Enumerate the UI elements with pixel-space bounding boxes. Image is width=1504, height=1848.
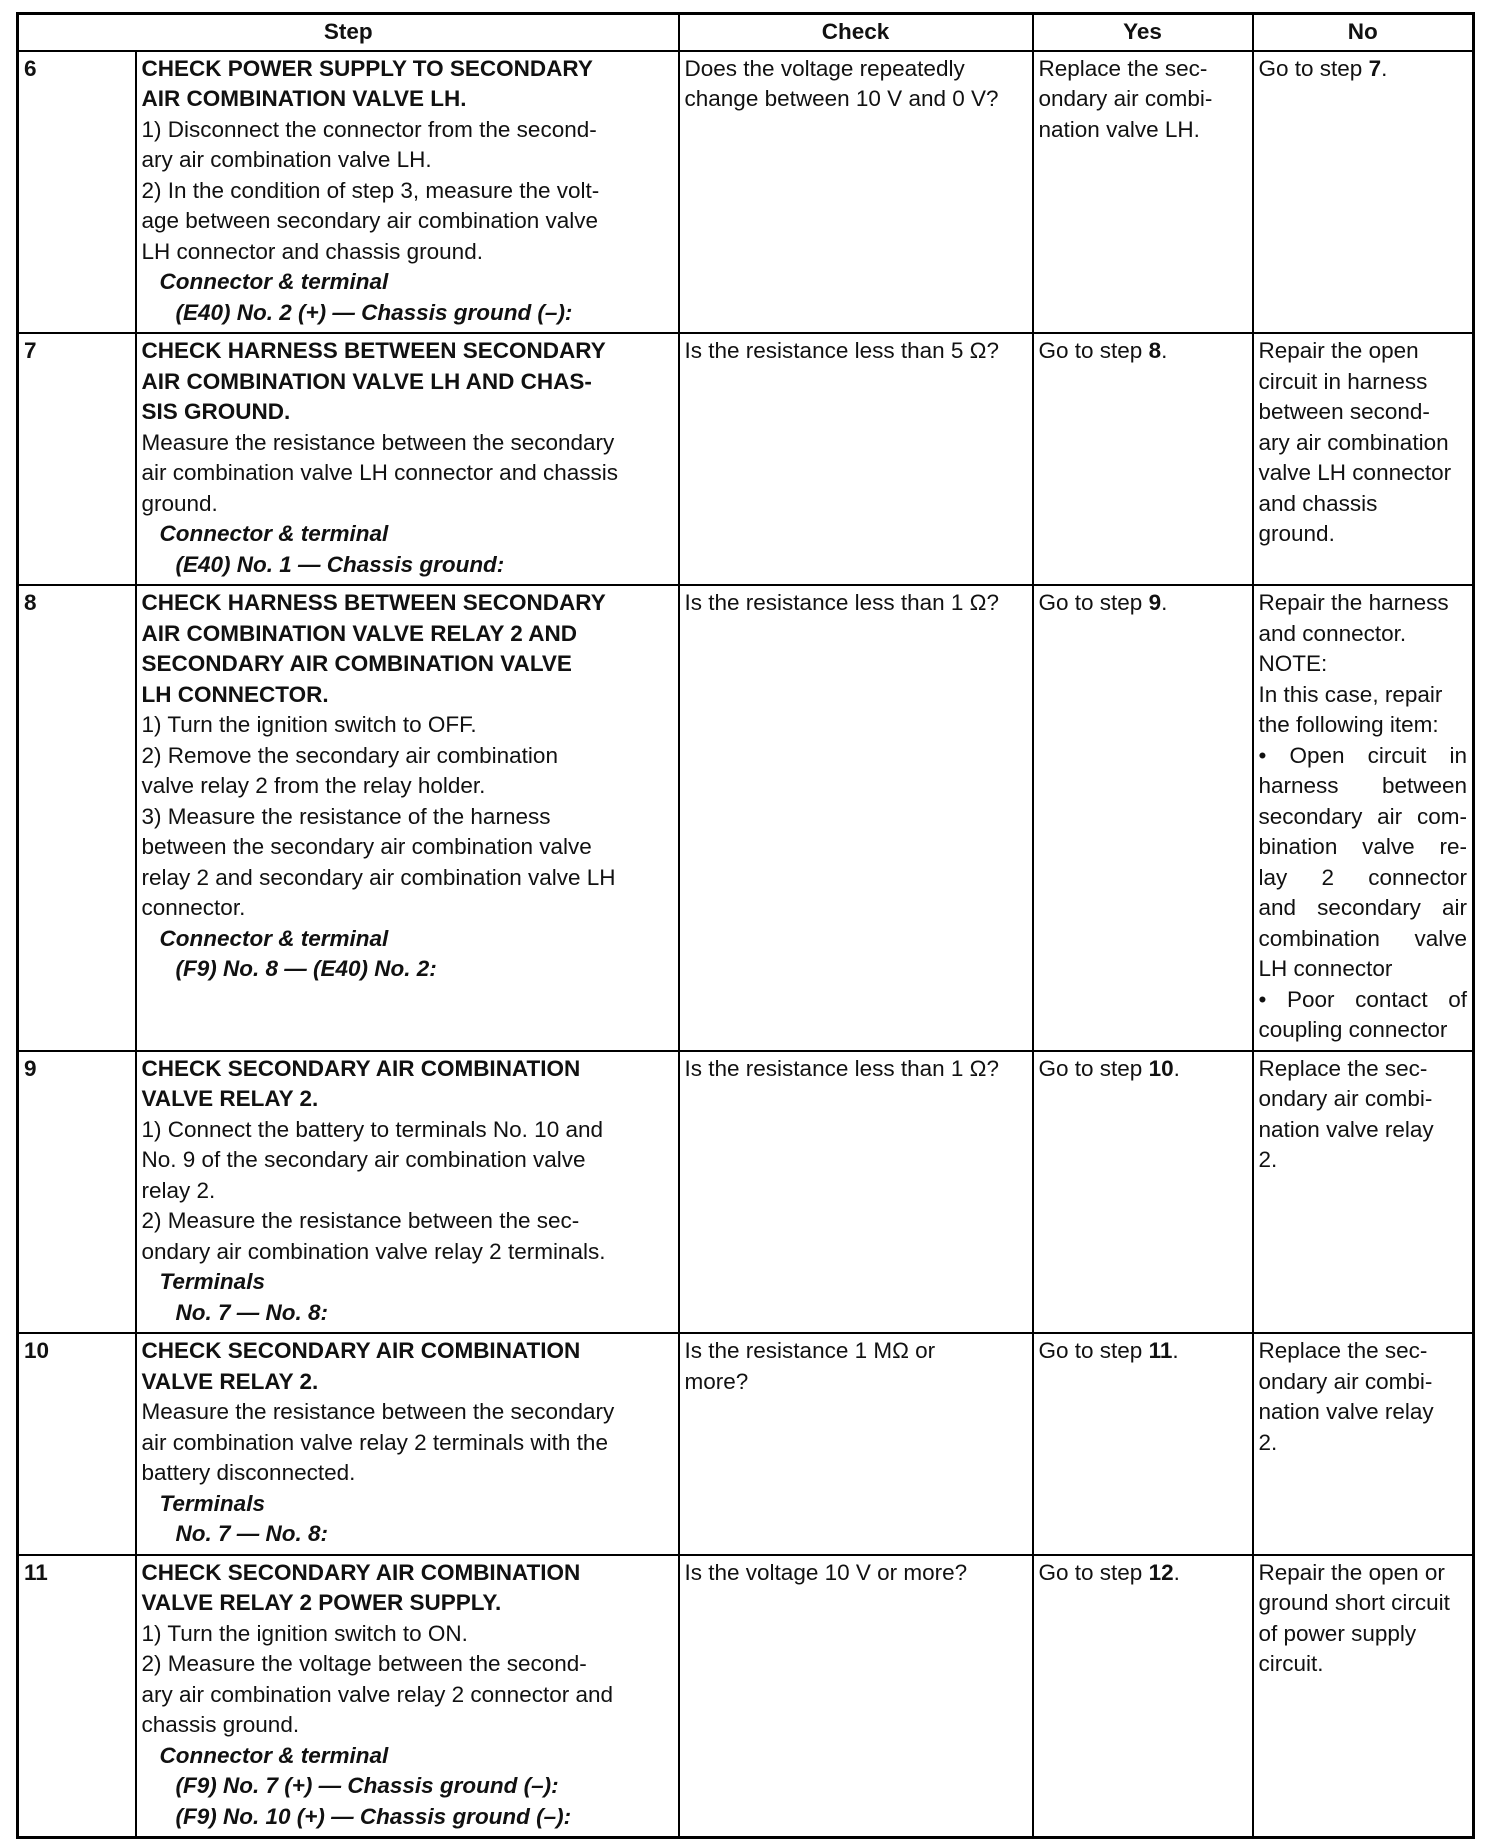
connector-item: No. 7 — No. 8:	[175, 1521, 329, 1546]
step-instruction-line: relay 2.	[141, 1177, 216, 1203]
step-title-line: VALVE RELAY 2.	[141, 1368, 319, 1394]
goto-step-number: 12	[1148, 1559, 1174, 1585]
goto-step-number: 7	[1368, 55, 1382, 81]
connector-label: Terminals	[159, 1269, 265, 1294]
step-instruction-line: Measure the resistance between the secondary	[141, 429, 615, 455]
goto-prefix: Go to step	[1038, 1055, 1149, 1081]
no-line: lay 2 connector	[1258, 864, 1468, 890]
connector-item: No. 7 — No. 8:	[175, 1299, 329, 1325]
no-line: nation valve relay	[1258, 1399, 1434, 1424]
step-instruction-line: chassis ground.	[141, 1712, 300, 1737]
goto-step-text	[1039, 336, 1247, 367]
step-instruction-line: 2) Measure the resistance between the sec-	[141, 1208, 580, 1233]
step-instruction-line: ground.	[141, 490, 218, 516]
check-line: Does the voltage repeatedly	[684, 55, 965, 81]
goto-suffix: .	[1173, 1559, 1180, 1585]
table-row	[18, 585, 1474, 1051]
yes-line: ondary air combi-	[1038, 86, 1213, 111]
yes-line: nation valve LH.	[1038, 116, 1200, 142]
connector-item: (E40) No. 2 (+) — Chassis ground (–):	[175, 299, 573, 325]
no-line: between second-	[1258, 399, 1430, 424]
step-number: 9	[18, 1051, 136, 1334]
step-instruction-line: ary air combination valve LH.	[141, 147, 432, 172]
no-line: and connector.	[1258, 620, 1407, 646]
no-line: In this case, repair	[1258, 681, 1443, 707]
no-line: ground short circuit	[1258, 1590, 1450, 1615]
no-line: valve LH connector	[1258, 460, 1452, 485]
goto-step-number: 9	[1148, 590, 1162, 615]
check-cell	[679, 1555, 1033, 1838]
diagnostic-table	[16, 12, 1475, 1839]
step-instruction-line: between the secondary air combination valve	[141, 834, 592, 859]
step-number: 10	[18, 1333, 136, 1555]
step-number: 6	[18, 51, 136, 334]
no-line: circuit in harness	[1258, 368, 1428, 394]
step-title-line: CHECK SECONDARY AIR COMBINATION	[141, 1055, 581, 1081]
step-title-line: VALVE RELAY 2.	[141, 1086, 319, 1111]
goto-prefix: Go to step	[1038, 338, 1149, 363]
goto-prefix: Go to step	[1258, 55, 1369, 81]
step-instruction-line: 1) Turn the ignition switch to OFF.	[141, 712, 477, 737]
goto-suffix: .	[1161, 338, 1168, 363]
table-header-row	[18, 14, 1474, 51]
connector-item: (F9) No. 8 — (E40) No. 2:	[175, 956, 437, 981]
no-line: harness between	[1258, 773, 1468, 798]
step-number: 7	[18, 333, 136, 585]
no-line: Replace the sec-	[1258, 1055, 1428, 1081]
step-description	[136, 585, 679, 1051]
no-line: • Poor contact of	[1258, 986, 1468, 1012]
connector-label: Connector & terminal	[159, 521, 389, 546]
step-title-line: CHECK HARNESS BETWEEN SECONDARY	[141, 338, 606, 363]
header-check: Check	[679, 14, 1033, 51]
step-instruction-line: 3) Measure the resistance of the harness	[141, 803, 551, 829]
check-line: Is the resistance less than 1 Ω?	[684, 1055, 999, 1081]
goto-suffix: .	[1161, 590, 1168, 615]
step-title-line: LH CONNECTOR.	[141, 681, 329, 707]
no-line: 2.	[1258, 1147, 1278, 1172]
connector-label: Terminals	[159, 1490, 265, 1516]
step-instruction-line: LH connector and chassis ground.	[141, 238, 483, 264]
no-line: coupling connector	[1258, 1017, 1448, 1042]
step-title-line: CHECK SECONDARY AIR COMBINATION	[141, 1559, 581, 1585]
check-cell	[679, 1333, 1033, 1555]
no-cell	[1253, 1333, 1474, 1555]
yes-cell	[1033, 1555, 1253, 1838]
step-instruction-line: ondary air combination valve relay 2 terminals.	[141, 1238, 606, 1264]
step-title-line: CHECK POWER SUPPLY TO SECONDARY	[141, 55, 593, 81]
no-line: nation valve relay	[1258, 1116, 1434, 1142]
check-cell	[679, 585, 1033, 1051]
no-line: • Open circuit in	[1258, 742, 1468, 768]
yes-line: Replace the sec-	[1038, 55, 1208, 81]
goto-suffix: .	[1172, 1338, 1179, 1363]
step-title-line: VALVE RELAY 2 POWER SUPPLY.	[141, 1590, 502, 1615]
goto-prefix: Go to step	[1038, 590, 1149, 615]
goto-step-number: 8	[1148, 338, 1162, 363]
goto-step-text	[1039, 1336, 1247, 1367]
goto-prefix: Go to step	[1038, 1338, 1149, 1363]
step-instruction-line: 2) In the condition of step 3, measure the volt-	[141, 177, 600, 203]
step-instruction-line: 1) Disconnect the connector from the second-	[141, 116, 597, 142]
no-cell	[1253, 51, 1474, 334]
step-instruction-line: 2) Remove the secondary air combination	[141, 742, 558, 768]
step-instruction-line: valve relay 2 from the relay holder.	[141, 773, 486, 798]
no-cell	[1253, 1051, 1474, 1334]
no-line: ary air combination	[1258, 429, 1449, 455]
goto-step-number: 10	[1148, 1055, 1174, 1081]
no-line: LH connector	[1258, 956, 1393, 981]
connector-item: (F9) No. 10 (+) — Chassis ground (–):	[175, 1803, 572, 1829]
step-description	[136, 1051, 679, 1334]
check-cell	[679, 1051, 1033, 1334]
step-instruction-line: air combination valve relay 2 terminals with the	[141, 1429, 608, 1455]
yes-cell	[1033, 1333, 1253, 1555]
header-yes: Yes	[1033, 14, 1253, 51]
step-title-line: AIR COMBINATION VALVE LH AND CHAS-	[141, 368, 592, 394]
check-cell	[679, 51, 1033, 334]
check-line: Is the resistance less than 5 Ω?	[684, 338, 999, 363]
step-instruction-line: battery disconnected.	[141, 1460, 356, 1485]
step-instruction-line: ary air combination valve relay 2 connector and	[141, 1681, 614, 1707]
step-instruction-line: 1) Connect the battery to terminals No. 10 and	[141, 1116, 604, 1142]
no-line: secondary air com-	[1258, 803, 1468, 829]
check-line: Is the resistance 1 MΩ or	[684, 1338, 936, 1363]
no-line: and secondary air	[1258, 895, 1468, 920]
no-cell	[1253, 333, 1474, 585]
step-instruction-line: 2) Measure the voltage between the second-	[141, 1651, 587, 1676]
table-body	[18, 51, 1474, 1838]
check-line: Is the resistance less than 1 Ω?	[684, 590, 999, 615]
step-instruction-line: relay 2 and secondary air combination valve LH	[141, 864, 616, 890]
table-row	[18, 1555, 1474, 1838]
step-title-line: AIR COMBINATION VALVE RELAY 2 AND	[141, 620, 577, 646]
table-row	[18, 333, 1474, 585]
goto-suffix: .	[1173, 1055, 1180, 1081]
step-title-line: CHECK HARNESS BETWEEN SECONDARY	[141, 590, 606, 615]
step-instruction-line: No. 9 of the secondary air combination valve	[141, 1147, 586, 1172]
no-cell	[1253, 585, 1474, 1051]
no-line: NOTE:	[1258, 651, 1328, 676]
yes-cell	[1033, 333, 1253, 585]
no-line: the following item:	[1258, 712, 1439, 737]
no-line: and chassis	[1258, 490, 1378, 516]
goto-step-text	[1039, 588, 1247, 619]
step-instruction-line: Measure the resistance between the secondary	[141, 1399, 615, 1424]
check-cell	[679, 333, 1033, 585]
header-step: Step	[18, 14, 679, 51]
diagnostic-procedure-page	[16, 12, 1472, 1839]
step-description	[136, 51, 679, 334]
step-number: 11	[18, 1555, 136, 1838]
step-title-line: SIS GROUND.	[141, 399, 291, 424]
connector-label: Connector & terminal	[159, 1742, 389, 1768]
step-title-line: SECONDARY AIR COMBINATION VALVE	[141, 651, 572, 676]
step-instruction-line: air combination valve LH connector and chassis	[141, 460, 618, 485]
connector-label: Connector & terminal	[159, 269, 389, 294]
goto-suffix: .	[1381, 55, 1388, 81]
no-line: circuit.	[1258, 1651, 1324, 1676]
no-line: Repair the open or	[1258, 1559, 1445, 1585]
no-line: bination valve re-	[1258, 834, 1468, 859]
no-line: Replace the sec-	[1258, 1338, 1428, 1363]
no-line: Repair the harness	[1258, 590, 1449, 615]
step-instruction-line: connector.	[141, 895, 246, 920]
step-title-line: AIR COMBINATION VALVE LH.	[141, 86, 467, 111]
goto-step-number: 11	[1148, 1338, 1173, 1363]
check-line: change between 10 V and 0 V?	[684, 86, 999, 111]
goto-prefix: Go to step	[1038, 1559, 1149, 1585]
header-no: No	[1253, 14, 1474, 51]
step-description	[136, 333, 679, 585]
no-line: Repair the open	[1258, 338, 1419, 363]
yes-cell	[1033, 585, 1253, 1051]
step-description	[136, 1555, 679, 1838]
check-line: Is the voltage 10 V or more?	[684, 1559, 968, 1585]
no-line: ondary air combi-	[1258, 1368, 1433, 1394]
yes-cell	[1033, 51, 1253, 334]
step-instruction-line: 1) Turn the ignition switch to ON.	[141, 1620, 468, 1646]
goto-step-text	[1039, 1054, 1247, 1085]
step-description	[136, 1333, 679, 1555]
goto-step-text	[1039, 1558, 1247, 1589]
no-cell	[1253, 1555, 1474, 1838]
check-line: more?	[684, 1368, 749, 1394]
connector-item: (F9) No. 7 (+) — Chassis ground (–):	[175, 1773, 559, 1798]
step-instruction-line: age between secondary air combination valve	[141, 208, 599, 233]
step-title-line: CHECK SECONDARY AIR COMBINATION	[141, 1338, 581, 1363]
table-row	[18, 1051, 1474, 1334]
no-line: ground.	[1258, 521, 1335, 546]
table-row	[18, 51, 1474, 334]
no-line: combination valve	[1258, 925, 1468, 951]
connector-label: Connector & terminal	[159, 925, 389, 951]
yes-cell	[1033, 1051, 1253, 1334]
step-number: 8	[18, 585, 136, 1051]
connector-item: (E40) No. 1 — Chassis ground:	[175, 551, 505, 577]
table-row	[18, 1333, 1474, 1555]
no-line: of power supply	[1258, 1620, 1417, 1646]
goto-step-text	[1259, 54, 1468, 85]
no-line: ondary air combi-	[1258, 1086, 1433, 1111]
no-line: 2.	[1258, 1429, 1278, 1455]
